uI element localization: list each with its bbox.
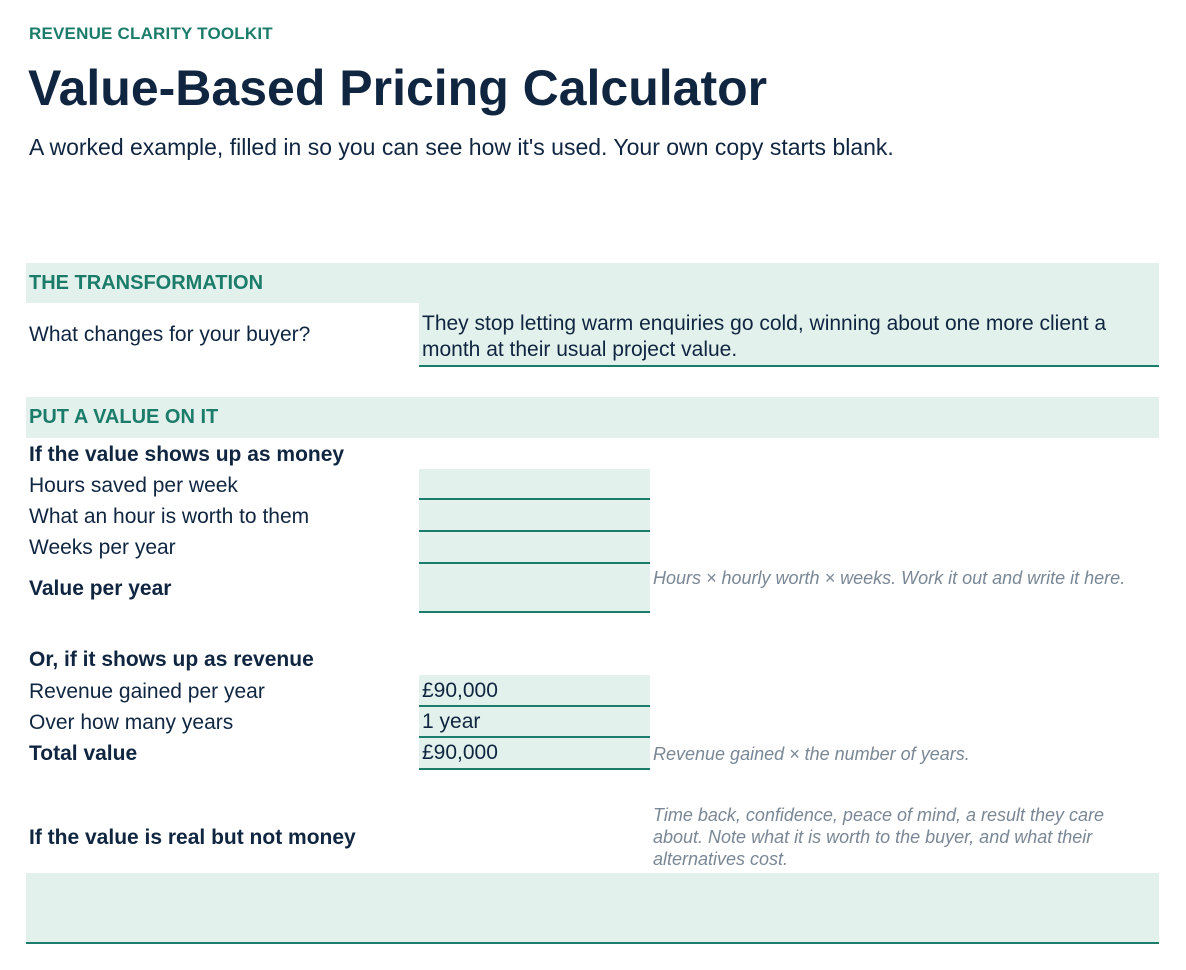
transformation-answer-field[interactable]: They stop letting warm enquiries go cold, winning about one more client a month at their usual project value. <box>419 303 1159 367</box>
transformation-question: What changes for your buyer? <box>29 323 311 346</box>
value-per-year-field[interactable] <box>419 564 650 613</box>
revenue-gained-label: Revenue gained per year <box>29 680 265 703</box>
non-money-heading: If the value is real but not money <box>29 826 356 849</box>
weeks-per-year-label: Weeks per year <box>29 536 176 559</box>
total-value-label: Total value <box>29 742 138 765</box>
hour-worth-field[interactable] <box>419 500 650 532</box>
value-section-header <box>26 397 1159 438</box>
total-value-field[interactable]: £90,000 <box>419 738 650 770</box>
revenue-heading: Or, if it shows up as revenue <box>29 648 314 671</box>
value-per-year-label: Value per year <box>29 577 172 600</box>
revenue-gained-field[interactable]: £90,000 <box>419 675 650 707</box>
non-money-value-field[interactable] <box>26 873 1159 944</box>
hours-saved-label: Hours saved per week <box>29 474 238 497</box>
years-label: Over how many years <box>29 711 234 734</box>
page-subtitle: A worked example, filled in so you can see how it's used. Your own copy starts blank. <box>29 134 894 160</box>
transformation-section-header <box>26 263 1159 303</box>
hour-worth-label: What an hour is worth to them <box>29 505 310 528</box>
total-value-note: Revenue gained × the number of years. <box>653 744 970 764</box>
value-section-label: PUT A VALUE ON IT <box>29 406 219 428</box>
toolkit-kicker: REVENUE CLARITY TOOLKIT <box>29 24 273 43</box>
years-field[interactable]: 1 year <box>419 707 650 738</box>
page-title: Value-Based Pricing Calculator <box>28 60 768 116</box>
weeks-per-year-field[interactable] <box>419 532 650 564</box>
transformation-section-label: THE TRANSFORMATION <box>29 272 264 294</box>
hours-saved-field[interactable] <box>419 469 650 500</box>
non-money-note: Time back, confidence, peace of mind, a result they care about. Note what it is worth to the buyer, and what their alternatives cost. <box>653 805 1105 869</box>
money-heading: If the value shows up as money <box>29 443 345 466</box>
value-per-year-note: Hours × hourly worth × weeks. Work it out and write it here. <box>653 568 1126 588</box>
